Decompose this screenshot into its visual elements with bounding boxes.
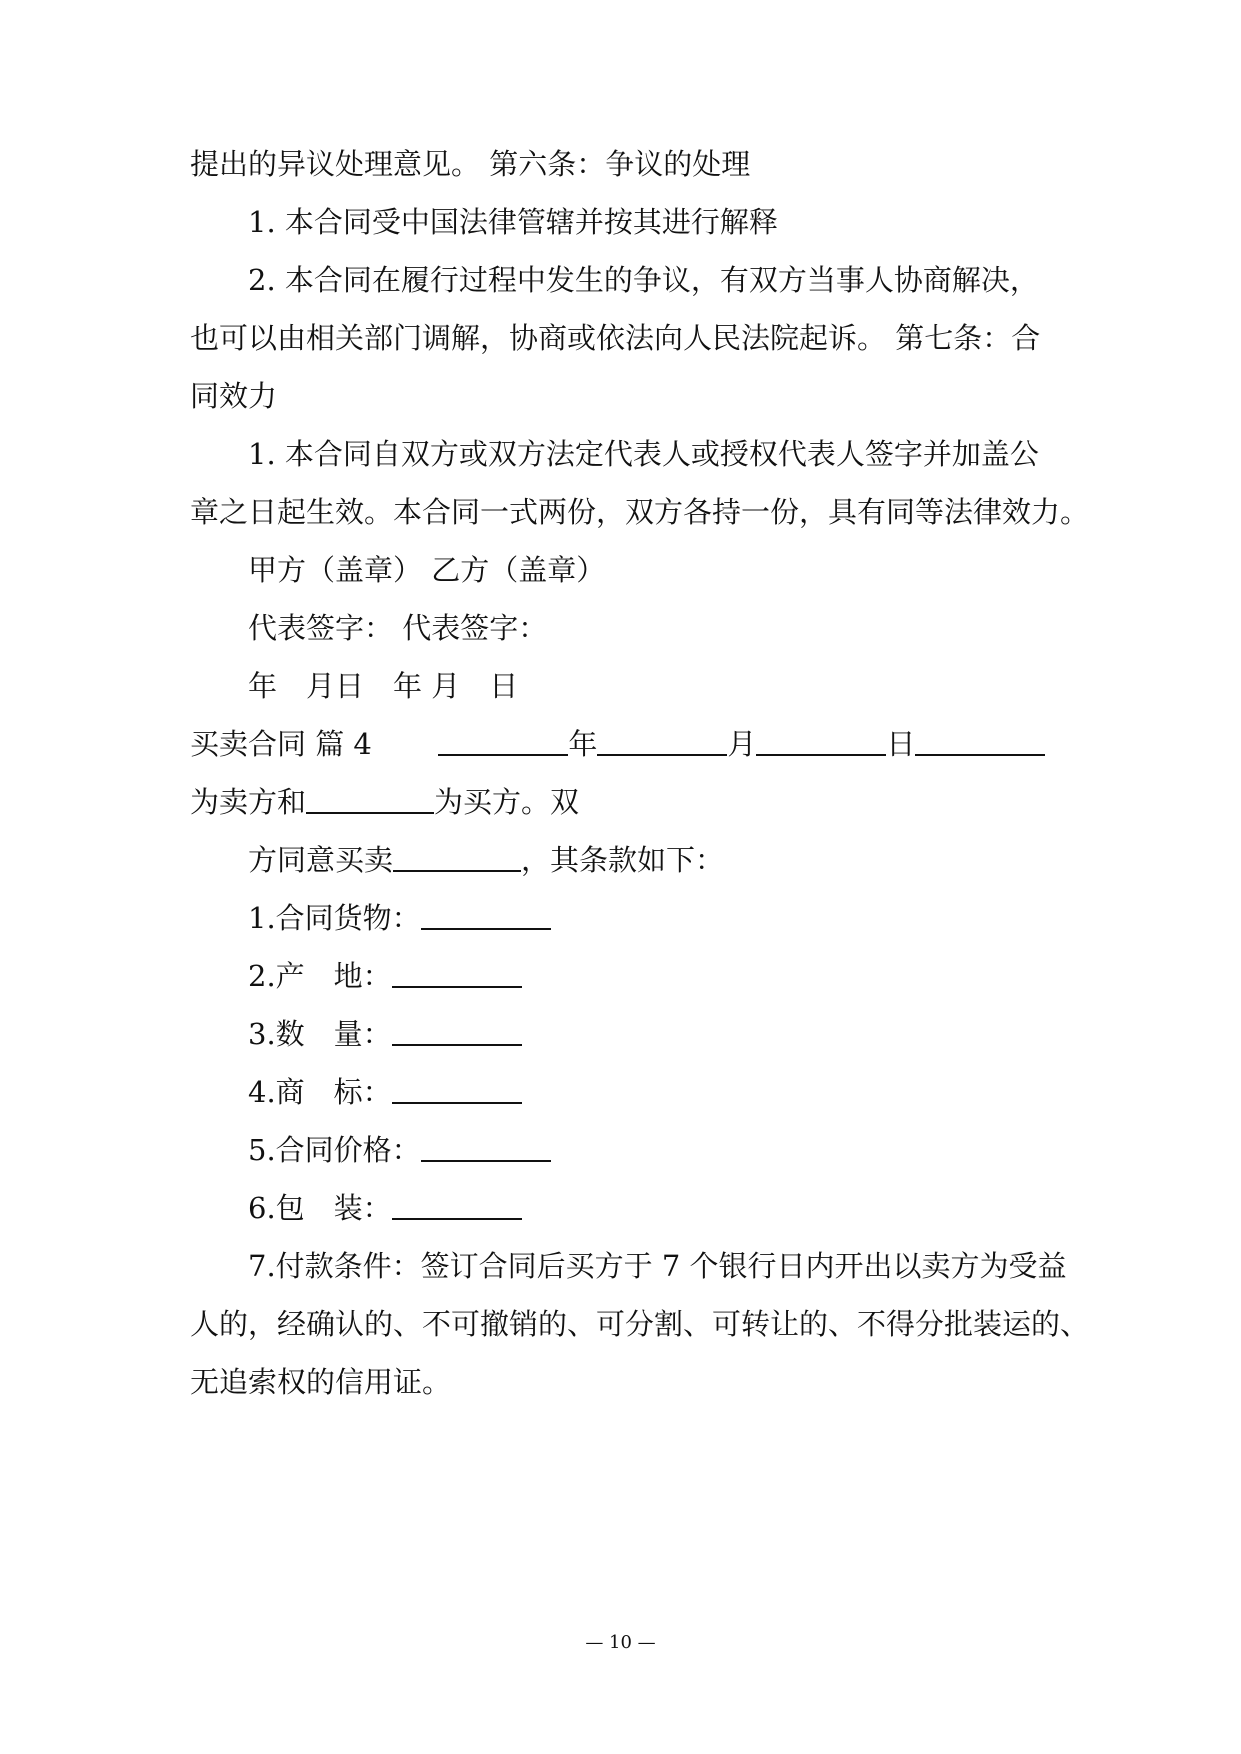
blank-field: [421, 1132, 551, 1162]
paragraph-line: 提出的异议处理意见。 第六条：争议的处理: [190, 147, 751, 181]
month-label: 月: [727, 727, 757, 761]
term-label: 4.商 标：: [248, 1075, 392, 1109]
date-line: 年 月日 年 月 日: [248, 669, 519, 703]
blank-field: [597, 726, 727, 756]
payment-line: 7.付款条件：签订合同后买方于 7 个银行日内开出以卖方为受益: [248, 1249, 1067, 1283]
buyer-label: 为买方。双: [434, 785, 580, 819]
term-label: 3.数 量：: [248, 1017, 392, 1051]
party-seal-line: 甲方（盖章） 乙方（盖章）: [248, 553, 606, 587]
year-label: 年: [568, 727, 598, 761]
blank-field: [392, 958, 522, 988]
page-number: — 10 —: [585, 1632, 656, 1653]
blank-field: [392, 1016, 522, 1046]
day-label: 日: [886, 727, 916, 761]
article-4-header-line: [190, 724, 1045, 764]
clause-7-1: 1. 本合同自双方或双方法定代表人或授权代表人签字并加盖公: [248, 437, 1039, 471]
blank-field: [915, 726, 1045, 756]
term-label: 2.产 地：: [248, 959, 392, 993]
blank-field: [756, 726, 886, 756]
term-item: [248, 1130, 551, 1170]
blank-field: [393, 842, 521, 872]
term-label: 5.合同价格：: [248, 1133, 421, 1167]
signature-line: 代表签字： 代表签字：: [248, 611, 548, 645]
blank-field: [438, 726, 568, 756]
term-item: [248, 1072, 522, 1112]
agree-suffix: ，其条款如下：: [521, 843, 725, 877]
agree-prefix: 方同意买卖: [248, 843, 394, 877]
term-item: [248, 898, 551, 938]
term-label: 1.合同货物：: [248, 901, 421, 935]
paragraph-line: 同效力: [190, 379, 278, 413]
term-item: [248, 1014, 522, 1054]
paragraph-line: 章之日起生效。本合同一式两份，双方各持一份，具有同等法律效力。: [190, 495, 1090, 529]
blank-field: [421, 900, 551, 930]
clause-6-2: 2. 本合同在履行过程中发生的争议，有双方当事人协商解决，: [248, 263, 1039, 297]
blank-field: [306, 784, 434, 814]
parties-line: [190, 782, 579, 822]
clause-6-1: 1. 本合同受中国法律管辖并按其进行解释: [248, 205, 778, 239]
term-item: [248, 1188, 522, 1228]
article-4-heading: 买卖合同 篇 4: [190, 727, 372, 761]
blank-field: [392, 1190, 522, 1220]
term-item: [248, 956, 522, 996]
agreement-line: [248, 840, 724, 880]
blank-field: [392, 1074, 522, 1104]
payment-line: 人的，经确认的、不可撤销的、可分割、可转让的、不得分批装运的、: [190, 1307, 1090, 1341]
term-label: 6.包 装：: [248, 1191, 392, 1225]
paragraph-line: 也可以由相关部门调解，协商或依法向人民法院起诉。 第七条：合: [190, 321, 1041, 355]
seller-label: 为卖方和: [190, 785, 307, 819]
payment-line: 无追索权的信用证。: [190, 1365, 452, 1399]
